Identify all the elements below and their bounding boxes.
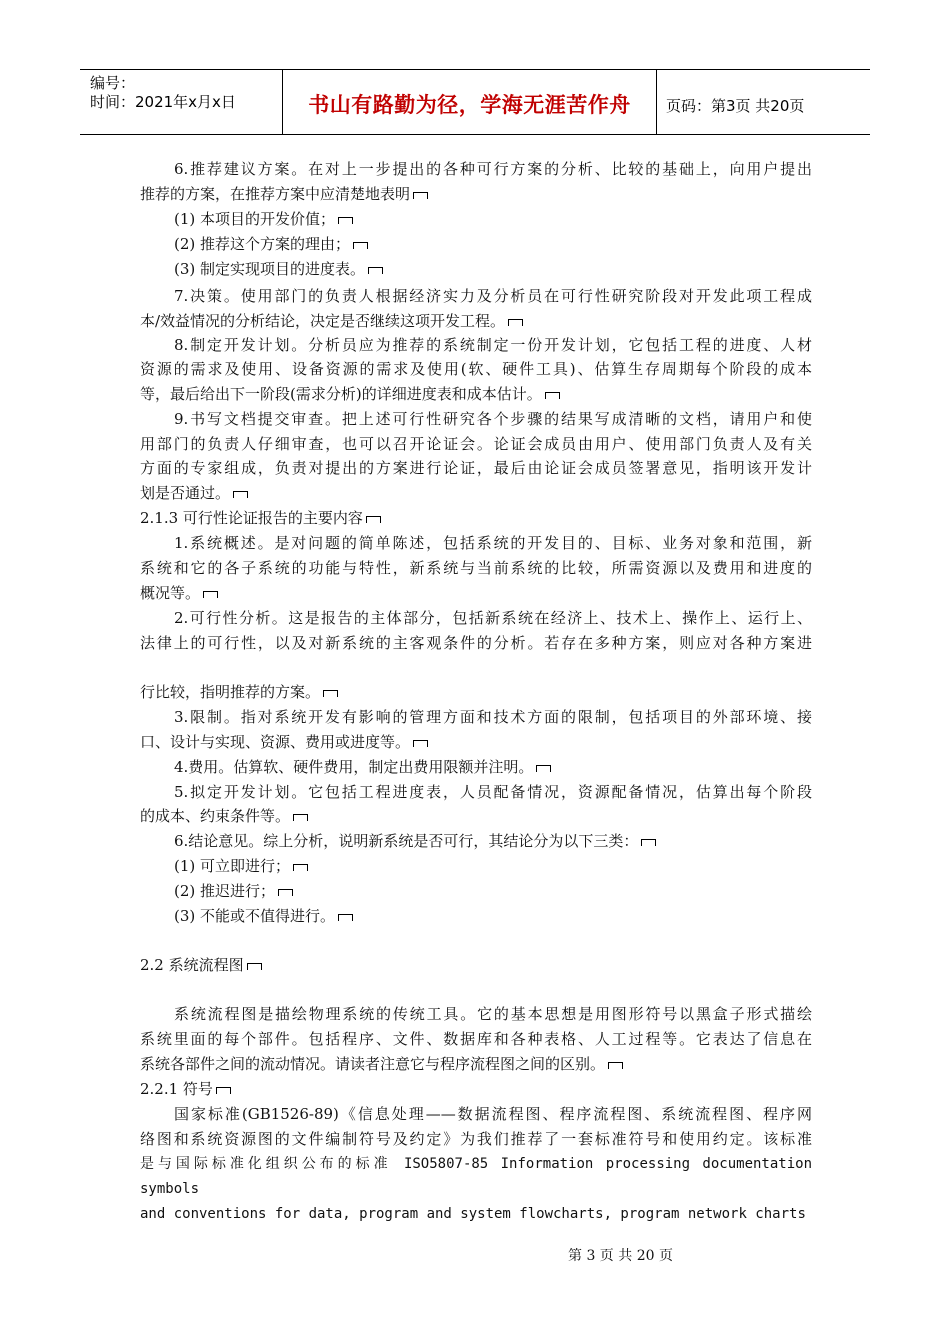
page-footer: 第 3 页 共 20 页	[568, 1248, 673, 1264]
serial-number-label: 编号：	[90, 74, 136, 92]
date-label: 时间：2021年x月x日	[90, 93, 236, 111]
paragraph-mark-icon	[233, 491, 248, 498]
paragraph-mark-icon	[216, 1087, 231, 1094]
text-line: 5.拟定开发计划。它包括工程进度表，人员配备情况，资源配备情况，估算出每个阶段	[174, 783, 812, 801]
paragraph-mark-icon	[641, 839, 656, 846]
paragraph-mark-icon	[203, 591, 218, 598]
paragraph-mark-icon	[368, 267, 383, 274]
text-line: 6.推荐建议方案。在对上一步提出的各种可行方案的分析、比较的基础上，向用户提出	[174, 160, 812, 178]
text-line: 推荐的方案，在推荐方案中应清楚地表明	[140, 183, 428, 205]
text-line: 络图和系统资源图的文件编制符号及约定》为我们推荐了一套标准符号和使用约定。该标准	[140, 1130, 812, 1148]
text-line: 行比较，指明推荐的方案。	[140, 681, 338, 703]
section-heading: 2.2.1 符号	[140, 1078, 231, 1100]
text-line: (3) 不能或不值得进行。	[174, 905, 353, 927]
text-line: 划是否通过。	[140, 482, 248, 504]
paragraph-mark-icon	[545, 392, 560, 399]
text-line: (3) 制定实现项目的进度表。	[174, 258, 383, 280]
paragraph-mark-icon	[293, 864, 308, 871]
paragraph-mark-icon	[338, 217, 353, 224]
text-line: 方面的专家组成，负责对提出的方案进行论证，最后由论证会成员签署意见，指明该开发计	[140, 459, 812, 477]
text-line: 的成本、约束条件等。	[140, 805, 308, 827]
text-line: 1.系统概述。是对问题的简单陈述，包括系统的开发目的、目标、业务对象和范围，新	[174, 534, 812, 552]
text-line: 系统各部件之间的流动情况。请读者注意它与程序流程图之间的区别。	[140, 1053, 623, 1075]
paragraph-mark-icon	[508, 319, 523, 326]
paragraph-mark-icon	[247, 963, 262, 970]
text-line: 国家标准(GB1526-89)《信息处理——数据流程图、程序流程图、系统流程图、程序网	[174, 1105, 812, 1123]
paragraph-mark-icon	[323, 690, 338, 697]
section-heading: 2.1.3 可行性论证报告的主要内容	[140, 507, 381, 529]
text-line: 3.限制。指对系统开发有影响的管理方面和技术方面的限制，包括项目的外部环境、接	[174, 708, 812, 726]
paragraph-mark-icon	[366, 516, 381, 523]
text-line: 系统流程图是描绘物理系统的传统工具。它的基本思想是用图形符号以黑盒子形式描绘	[174, 1005, 812, 1023]
text-line: 4.费用。估算软、硬件费用，制定出费用限额并注明。	[174, 756, 551, 778]
header-divider-right	[656, 70, 657, 134]
text-line: 概况等。	[140, 582, 218, 604]
paragraph-mark-icon	[338, 914, 353, 921]
paragraph-mark-icon	[413, 192, 428, 199]
text-line: 是与国际标准化组织公布的标准 ISO5807-85 Information processing documentation	[140, 1156, 812, 1172]
paragraph-mark-icon	[608, 1062, 623, 1069]
text-line: 系统和它的各子系统的功能与特性，新系统与当前系统的比较，所需资源以及费用和进度的	[140, 559, 812, 577]
text-line: symbols	[140, 1181, 200, 1197]
text-line: 8.制定开发计划。分析员应为推荐的系统制定一份开发计划，它包括工程的进度、人材	[174, 336, 812, 354]
paragraph-mark-icon	[353, 242, 368, 249]
text-line: (2) 推迟进行；	[174, 880, 293, 902]
paragraph-mark-icon	[536, 765, 551, 772]
text-line: 7.决策。使用部门的负责人根据经济实力及分析员在可行性研究阶段对开发此项工程成	[174, 287, 812, 305]
text-line: 2.可行性分析。这是报告的主体部分，包括新系统在经济上、技术上、操作上、运行上、	[174, 609, 812, 627]
text-line: (1) 可立即进行；	[174, 855, 308, 877]
header-motto: 书山有路勤为径，学海无涯苦作舟	[308, 93, 631, 117]
text-line: 系统里面的每个部件。包括程序、文件、数据库和各种表格、人工过程等。它表达了信息在	[140, 1030, 812, 1048]
header-meta	[90, 74, 236, 112]
text-line: (1) 本项目的开发价值；	[174, 208, 353, 230]
paragraph-mark-icon	[278, 889, 293, 896]
text-line: 资源的需求及使用、设备资源的需求及使用(软、硬件工具)、估算生存周期每个阶段的成本	[140, 360, 812, 378]
section-heading: 2.2 系统流程图	[140, 954, 262, 976]
text-line: 口、设计与实现、资源、费用或进度等。	[140, 731, 428, 753]
text-line: 6.结论意见。综上分析，说明新系统是否可行，其结论分为以下三类：	[174, 830, 656, 852]
paragraph-mark-icon	[413, 740, 428, 747]
text-line: 法律上的可行性，以及对新系统的主客观条件的分析。若存在多种方案，则应对各种方案进	[140, 634, 812, 652]
text-line: 用部门的负责人仔细审查，也可以召开论证会。论证会成员由用户、使用部门负责人及有关	[140, 435, 812, 453]
text-line: 本/效益情况的分析结论，决定是否继续这项开发工程。	[140, 310, 523, 332]
text-line: (2) 推荐这个方案的理由；	[174, 233, 368, 255]
paragraph-mark-icon	[293, 814, 308, 821]
text-line: and conventions for data, program and system flowcharts, program network charts	[140, 1206, 806, 1222]
text-line: 9.书写文档提交审查。把上述可行性研究各个步骤的结果写成清晰的文档，请用户和使	[174, 410, 812, 428]
document-header	[80, 69, 870, 135]
header-page-info: 页码：第3页 共20页	[666, 97, 805, 115]
text-line: 等，最后给出下一阶段(需求分析)的详细进度表和成本估计。	[140, 383, 560, 405]
